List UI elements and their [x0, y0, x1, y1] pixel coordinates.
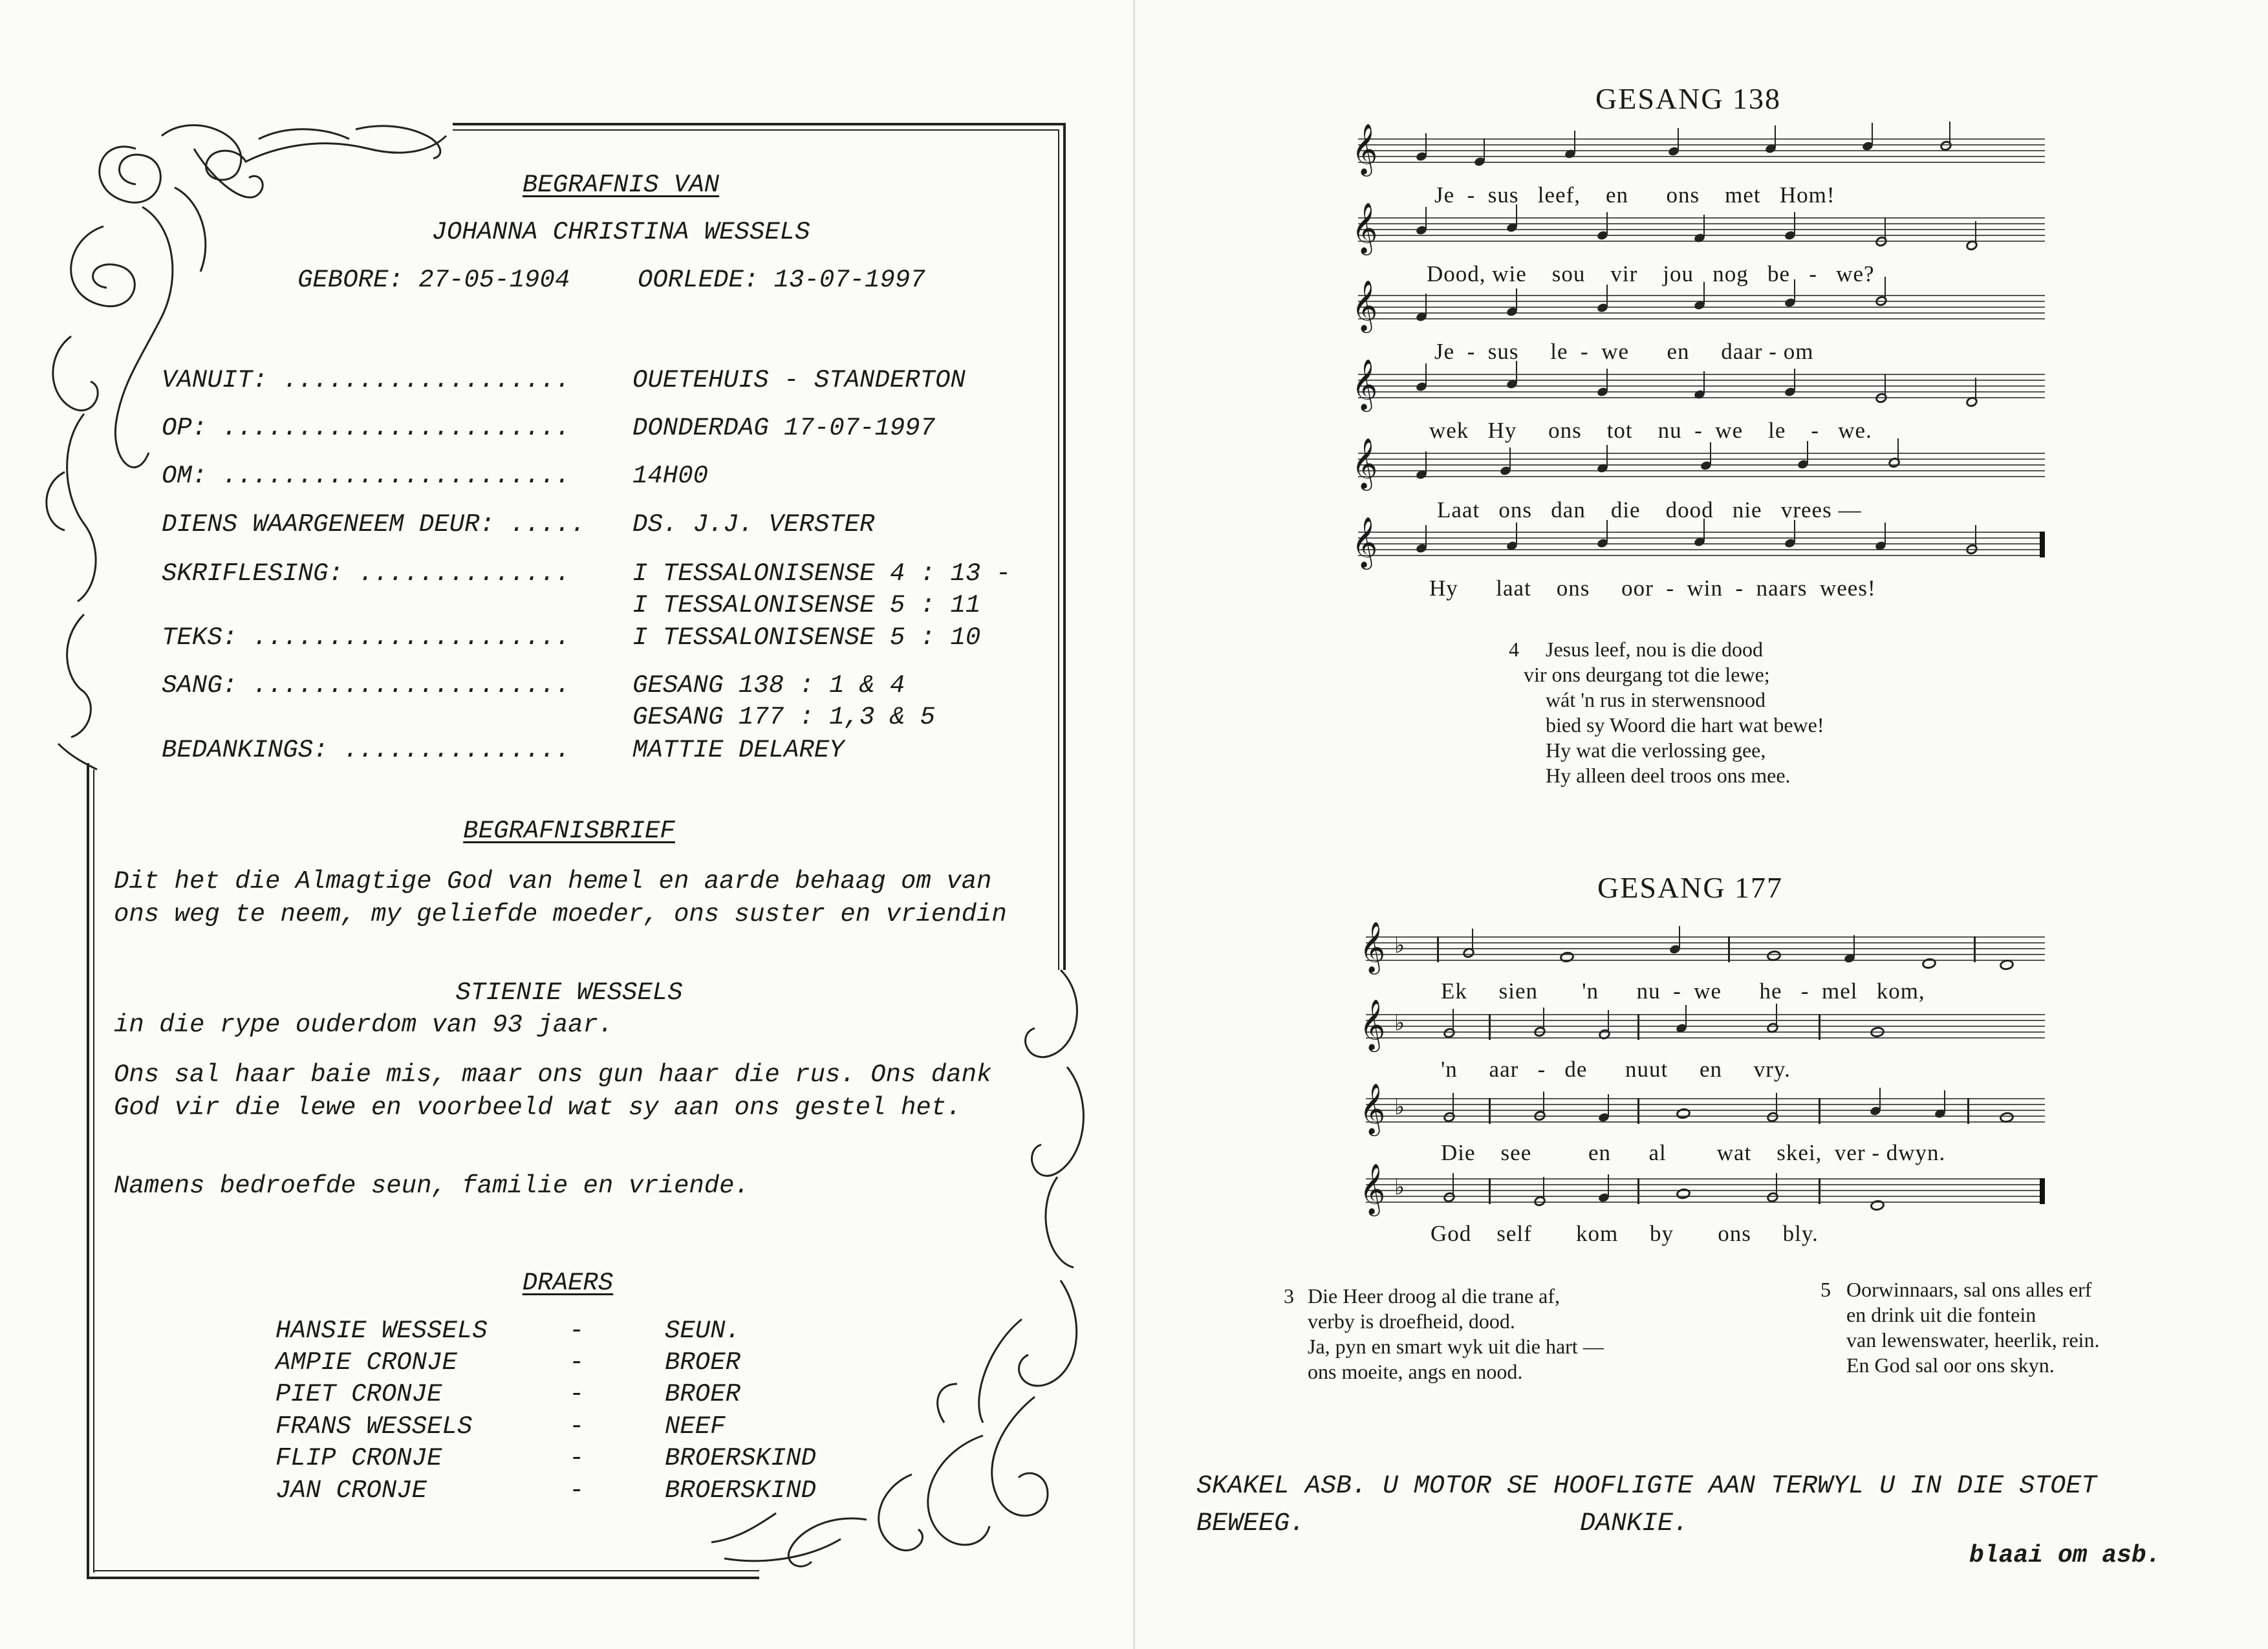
- note-stem: [1776, 1004, 1777, 1026]
- hymn-177-verse-5-number: 5: [1820, 1278, 1831, 1301]
- detail-value-officiant: DS. J.J. VERSTER: [632, 510, 875, 539]
- detail-value-reading-2: I TESSALONISENSE 5 : 11: [632, 591, 981, 620]
- music-staff: [1352, 124, 2045, 175]
- staff-line: [1358, 295, 2045, 296]
- flat-sign-icon: ♭: [1394, 1174, 1405, 1200]
- detail-label-thanks: BEDANKINGS: ...............: [162, 736, 570, 764]
- bar-line: [1819, 1098, 1820, 1124]
- note-stem: [1853, 935, 1855, 957]
- bar-line: [1437, 936, 1439, 962]
- hymn-177-verse-5-line: En God sal oor ons skyn.: [1846, 1353, 2055, 1377]
- hymn-138-lyric-line: Hy laat ons oor - win - naars wees!: [1429, 576, 1876, 601]
- note-stem: [1425, 133, 1427, 155]
- note-stem: [1897, 438, 1899, 460]
- note-stem: [1944, 1090, 1945, 1112]
- bar-line: [1819, 1178, 1820, 1204]
- bearer-relation: BROER: [665, 1380, 741, 1408]
- staff-line: [1358, 217, 2045, 219]
- headlights-notice-line-2: BEWEEG.: [1196, 1509, 1306, 1538]
- note-stem: [1885, 217, 1886, 239]
- bearer-name: FRANS WESSELS: [275, 1412, 473, 1441]
- hymn-177-lyric-line: Ek sien 'n nu - we he - mel kom,: [1441, 978, 1925, 1004]
- music-staff: [1359, 1083, 2045, 1134]
- note-stem: [1453, 1173, 1454, 1195]
- music-staff: [1352, 517, 2045, 568]
- bearer-relation: BROERSKIND: [665, 1444, 817, 1472]
- note-stem: [1975, 221, 1976, 243]
- staff-line: [1366, 1190, 2045, 1191]
- bar-line: [1637, 1178, 1639, 1204]
- staff-line: [1366, 1196, 2045, 1197]
- note-stem: [1543, 1092, 1544, 1114]
- bar-line: [1819, 1014, 1820, 1040]
- treble-clef-icon: 𝄞: [1352, 517, 1378, 568]
- staff-line: [1358, 229, 2045, 230]
- detail-value-text: I TESSALONISENSE 5 : 10: [632, 623, 981, 652]
- staff-line: [1358, 162, 2045, 163]
- note-stem: [1606, 520, 1608, 542]
- note-stem: [1776, 1173, 1777, 1195]
- headlights-notice: SKAKEL ASB. U MOTOR SE HOOFLIGTE AAN TERWYL U IN DIE STOET: [1196, 1472, 2097, 1501]
- staff-line: [1366, 1104, 2045, 1105]
- staff-line: [1366, 1121, 2045, 1123]
- hymn-138-verse-line: wát 'n rus in sterwensnood: [1546, 688, 1766, 711]
- bar-line: [1974, 936, 1976, 962]
- music-staff: [1352, 359, 2045, 410]
- hymn-177-title: GESANG 177: [1597, 871, 1784, 904]
- note-stem: [1425, 207, 1427, 229]
- staff-line: [1366, 1026, 2045, 1027]
- treble-clef-icon: 𝄞: [1359, 999, 1386, 1050]
- note-stem: [1425, 451, 1427, 473]
- detail-value-from: OUETEHUIS - STANDERTON: [632, 366, 966, 394]
- note-stem: [1425, 525, 1427, 547]
- note-stem: [1678, 128, 1679, 150]
- bearer-dash: -: [569, 1444, 585, 1472]
- detail-value-time: 14H00: [632, 462, 709, 490]
- bearer-dash: -: [569, 1476, 585, 1505]
- note-stem: [1453, 1009, 1454, 1031]
- note-stem: [1606, 369, 1608, 391]
- staff-line: [1358, 458, 2045, 460]
- note-stem: [1425, 363, 1427, 385]
- staff-line: [1366, 1178, 2045, 1180]
- bearer-name: PIET CRONJE: [275, 1380, 442, 1408]
- note-stem: [1606, 212, 1608, 234]
- note-stem: [1574, 131, 1575, 153]
- hymn-177-verse-3-line: Ja, pyn en smart wyk uit die hart —: [1308, 1335, 1604, 1358]
- detail-label-from: VANUIT: ...................: [162, 366, 570, 394]
- bar-line: [1637, 1098, 1639, 1124]
- bearer-relation: BROER: [665, 1348, 741, 1377]
- bar-line: [1728, 936, 1730, 962]
- hymn-177-verse-3-line: verby is droefheid, dood.: [1308, 1310, 1515, 1333]
- bearer-dash: -: [569, 1317, 585, 1345]
- music-staff: [1352, 202, 2045, 253]
- hymn-177-verse-3-number: 3: [1284, 1284, 1294, 1308]
- bearer-relation: BROERSKIND: [665, 1476, 817, 1505]
- note-stem: [1516, 523, 1517, 544]
- note-stem: [1425, 294, 1427, 316]
- music-staff: [1359, 921, 2045, 973]
- note-stem: [1885, 277, 1886, 299]
- note-stem: [1472, 929, 1473, 951]
- hymn-138-title: GESANG 138: [1595, 82, 1782, 115]
- hymn-138-verse-number: 4: [1509, 638, 1519, 661]
- frame-left-border: [87, 763, 89, 1579]
- note-stem: [1608, 1174, 1609, 1196]
- hymn-138-lyric-line: Dood, wie sou vir jou nog be - we?: [1427, 261, 1875, 286]
- staff-line: [1358, 453, 2045, 454]
- treble-clef-icon: 𝄞: [1352, 359, 1378, 410]
- staff-line: [1358, 374, 2045, 375]
- letter-deceased-name: STIENIE WESSELS: [455, 978, 683, 1007]
- detail-value-reading: I TESSALONISENSE 4 : 13 -: [632, 559, 1011, 588]
- note-stem: [1794, 369, 1795, 391]
- staff-line: [1366, 1184, 2045, 1185]
- note-stem: [1949, 122, 1950, 144]
- frame-bottom-border: [87, 1577, 759, 1579]
- music-note-icon: [1533, 1109, 1547, 1123]
- birth-date: GEBORE: 27-05-1904: [297, 266, 570, 294]
- letter-paragraph-1: Dit het die Almagtige God van hemel en aarde behaag om van ons weg te neem, my geliefde moeder, ons suster en vriendin: [114, 867, 1007, 929]
- note-stem: [1543, 1177, 1544, 1199]
- note-stem: [1885, 523, 1886, 544]
- staff-line: [1358, 470, 2045, 471]
- hymn-138-verse-line: bied sy Woord die hart wat bewe!: [1546, 713, 1824, 737]
- hymn-177-lyric-line: God self kom by ons bly.: [1431, 1221, 1819, 1246]
- staff-line: [1366, 1098, 2045, 1099]
- staff-line: [1358, 312, 2045, 314]
- note-stem: [1608, 1094, 1609, 1116]
- staff-line: [1358, 385, 2045, 387]
- bearer-dash: -: [569, 1348, 585, 1377]
- frame-right-border-inner: [1058, 129, 1059, 970]
- note-stem: [1516, 288, 1517, 310]
- staff-line: [1366, 1031, 2045, 1033]
- staff-line: [1358, 156, 2045, 157]
- final-bar-line: [2040, 1178, 2045, 1204]
- note-stem: [1543, 1008, 1544, 1029]
- music-note-icon: [1965, 543, 1979, 556]
- right-page: [1135, 0, 2268, 1649]
- hymn-177-verse-3-line: Die Heer droog al die trane af,: [1308, 1284, 1561, 1308]
- staff-line: [1366, 960, 2045, 961]
- bearer-relation: SEUN.: [665, 1317, 741, 1345]
- flat-sign-icon: ♭: [1394, 932, 1405, 958]
- note-stem: [1606, 285, 1608, 307]
- staff-line: [1358, 476, 2045, 477]
- flat-sign-icon: ♭: [1394, 1094, 1405, 1120]
- hymn-177-lyric-line: Die see en al wat skei, ver - dwyn.: [1441, 1140, 1946, 1165]
- bearer-name: JAN CRONJE: [275, 1476, 427, 1505]
- hymn-177-verse-3-line: ons moeite, angs en nood.: [1308, 1360, 1523, 1383]
- treble-clef-icon: 𝄞: [1352, 124, 1378, 175]
- bearer-name: HANSIE WESSELS: [275, 1317, 488, 1345]
- note-stem: [1608, 1010, 1609, 1032]
- music-note-icon: [1870, 1026, 1885, 1039]
- letter-paragraph-3: Namens bedroefde seun, familie en vriende.: [114, 1172, 750, 1200]
- staff-line: [1358, 223, 2045, 224]
- note-stem: [1703, 215, 1705, 237]
- staff-line: [1358, 549, 2045, 550]
- treble-clef-icon: 𝄞: [1352, 202, 1378, 253]
- music-staff: [1352, 280, 2045, 331]
- frame-bottom-border-inner: [93, 1570, 759, 1571]
- bar-line: [1489, 1178, 1491, 1204]
- detail-label-date: OP: .......................: [162, 414, 570, 442]
- letter-age: in die rype ouderdom van 93 jaar.: [114, 1011, 614, 1039]
- letter-paragraph-2: Ons sal haar baie mis, maar ons gun haar die rus. Ons dank God vir die lewe en voorbeeld wat sy aan ons gestel het.: [114, 1061, 992, 1122]
- bearer-name: AMPIE CRONJE: [275, 1348, 457, 1377]
- detail-label-text: TEKS: .....................: [162, 623, 570, 652]
- note-stem: [1885, 374, 1886, 396]
- staff-line: [1358, 532, 2045, 533]
- hymn-138-verse-line: Hy wat die verlossing gee,: [1546, 738, 1766, 762]
- note-stem: [1975, 378, 1976, 400]
- bearers-heading: DRAERS: [522, 1269, 614, 1297]
- music-note-icon: [1597, 1028, 1612, 1041]
- music-note-icon: [1533, 1025, 1547, 1039]
- frame-top-border-inner: [453, 129, 1059, 131]
- detail-label-officiant: DIENS WAARGENEEM DEUR: .....: [162, 510, 586, 539]
- detail-label-reading: SKRIFLESING: ..............: [162, 559, 570, 588]
- funeral-title: BEGRAFNIS VAN: [522, 171, 720, 199]
- note-stem: [1509, 447, 1511, 469]
- treble-clef-icon: 𝄞: [1352, 280, 1378, 331]
- detail-value-songs-2: GESANG 177 : 1,3 & 5: [632, 703, 936, 731]
- treble-clef-icon: 𝄞: [1359, 1163, 1386, 1214]
- bar-line: [1489, 1098, 1491, 1124]
- bearer-name: FLIP CRONJE: [275, 1444, 442, 1472]
- turn-page-note: blaai om asb.: [1969, 1542, 2161, 1569]
- frame-right-border: [1063, 123, 1066, 970]
- note-stem: [1703, 371, 1705, 393]
- hymn-138-verse-line: Jesus leef, nou is die dood: [1546, 638, 1763, 661]
- note-stem: [1794, 212, 1795, 234]
- music-staff: [1359, 999, 2045, 1050]
- music-note-icon: [1559, 951, 1575, 964]
- staff-line: [1366, 1037, 2045, 1039]
- treble-clef-icon: 𝄞: [1359, 1083, 1386, 1134]
- bar-line: [1967, 1098, 1969, 1124]
- hymn-138-lyric-line: wek Hy ons tot nu - we le - we.: [1429, 418, 1872, 443]
- note-stem: [1679, 926, 1680, 948]
- music-staff: [1352, 438, 2045, 489]
- final-bar-line: [2040, 532, 2045, 557]
- bar-line: [1637, 1014, 1639, 1040]
- staff-line: [1366, 1020, 2045, 1021]
- detail-value-songs: GESANG 138 : 1 & 4: [632, 671, 905, 700]
- staff-line: [1366, 936, 2045, 938]
- hymn-177-lyric-line: 'n aar - de nuut en vry.: [1441, 1057, 1791, 1082]
- detail-label-songs: SANG: .....................: [162, 671, 570, 700]
- treble-clef-icon: 𝄞: [1352, 438, 1378, 489]
- frame-top-border: [453, 123, 1066, 125]
- note-stem: [1975, 525, 1976, 547]
- hymn-177-verse-5-line: en drink uit die fontein: [1846, 1303, 2036, 1326]
- note-stem: [1794, 520, 1795, 542]
- hymn-177-verse-5-line: Oorwinnaars, sal ons alles erf: [1846, 1278, 2092, 1301]
- hymn-177-verse-5-line: van lewenswater, heerlik, rein.: [1846, 1328, 2100, 1352]
- bearer-dash: -: [569, 1380, 585, 1408]
- note-stem: [1453, 1093, 1454, 1115]
- note-stem: [1685, 1005, 1687, 1027]
- staff-line: [1358, 318, 2045, 319]
- hymn-138-verse-line: vir ons deurgang tot die lewe;: [1524, 663, 1770, 686]
- flat-sign-icon: ♭: [1394, 1010, 1405, 1036]
- note-stem: [1606, 445, 1608, 467]
- treble-clef-icon: 𝄞: [1359, 921, 1386, 973]
- detail-value-thanks: MATTIE DELAREY: [632, 736, 845, 764]
- frame-left-border-inner: [93, 770, 94, 1573]
- note-stem: [1807, 441, 1808, 463]
- hymn-138-lyric-line: Laat ons dan die dood nie vrees —: [1437, 497, 1862, 523]
- hymn-138-lyric-line: Je - sus le - we en daar - om: [1434, 339, 1814, 364]
- music-note-icon: [1874, 294, 1888, 308]
- bearer-relation: NEEF: [665, 1412, 726, 1441]
- hymn-138-lyric-line: Je - sus leef, en ons met Hom!: [1434, 182, 1835, 208]
- staff-line: [1366, 1014, 2045, 1015]
- note-stem: [1775, 125, 1776, 147]
- note-stem: [1484, 138, 1485, 160]
- staff-line: [1358, 555, 2045, 556]
- note-stem: [1879, 1088, 1881, 1110]
- deceased-full-name: JOHANNA CHRISTINA WESSELS: [431, 218, 810, 246]
- bearer-dash: -: [569, 1412, 585, 1441]
- letter-heading: BEGRAFNISBRIEF: [463, 817, 675, 845]
- detail-label-time: OM: .......................: [162, 462, 570, 490]
- staff-line: [1366, 942, 2045, 943]
- note-stem: [1710, 442, 1711, 464]
- thanks-notice: DANKIE.: [1580, 1509, 1689, 1538]
- staff-line: [1366, 1202, 2045, 1203]
- hymn-138-verse-line: Hy alleen deel troos ons mee.: [1546, 764, 1791, 787]
- bar-line: [1489, 1014, 1491, 1040]
- music-staff: [1359, 1163, 2045, 1214]
- note-stem: [1872, 123, 1873, 145]
- staff-line: [1358, 138, 2045, 140]
- death-date: OORLEDE: 13-07-1997: [638, 266, 925, 294]
- staff-line: [1358, 380, 2045, 381]
- note-stem: [1776, 1093, 1777, 1115]
- detail-value-date: DONDERDAG 17-07-1997: [632, 414, 936, 442]
